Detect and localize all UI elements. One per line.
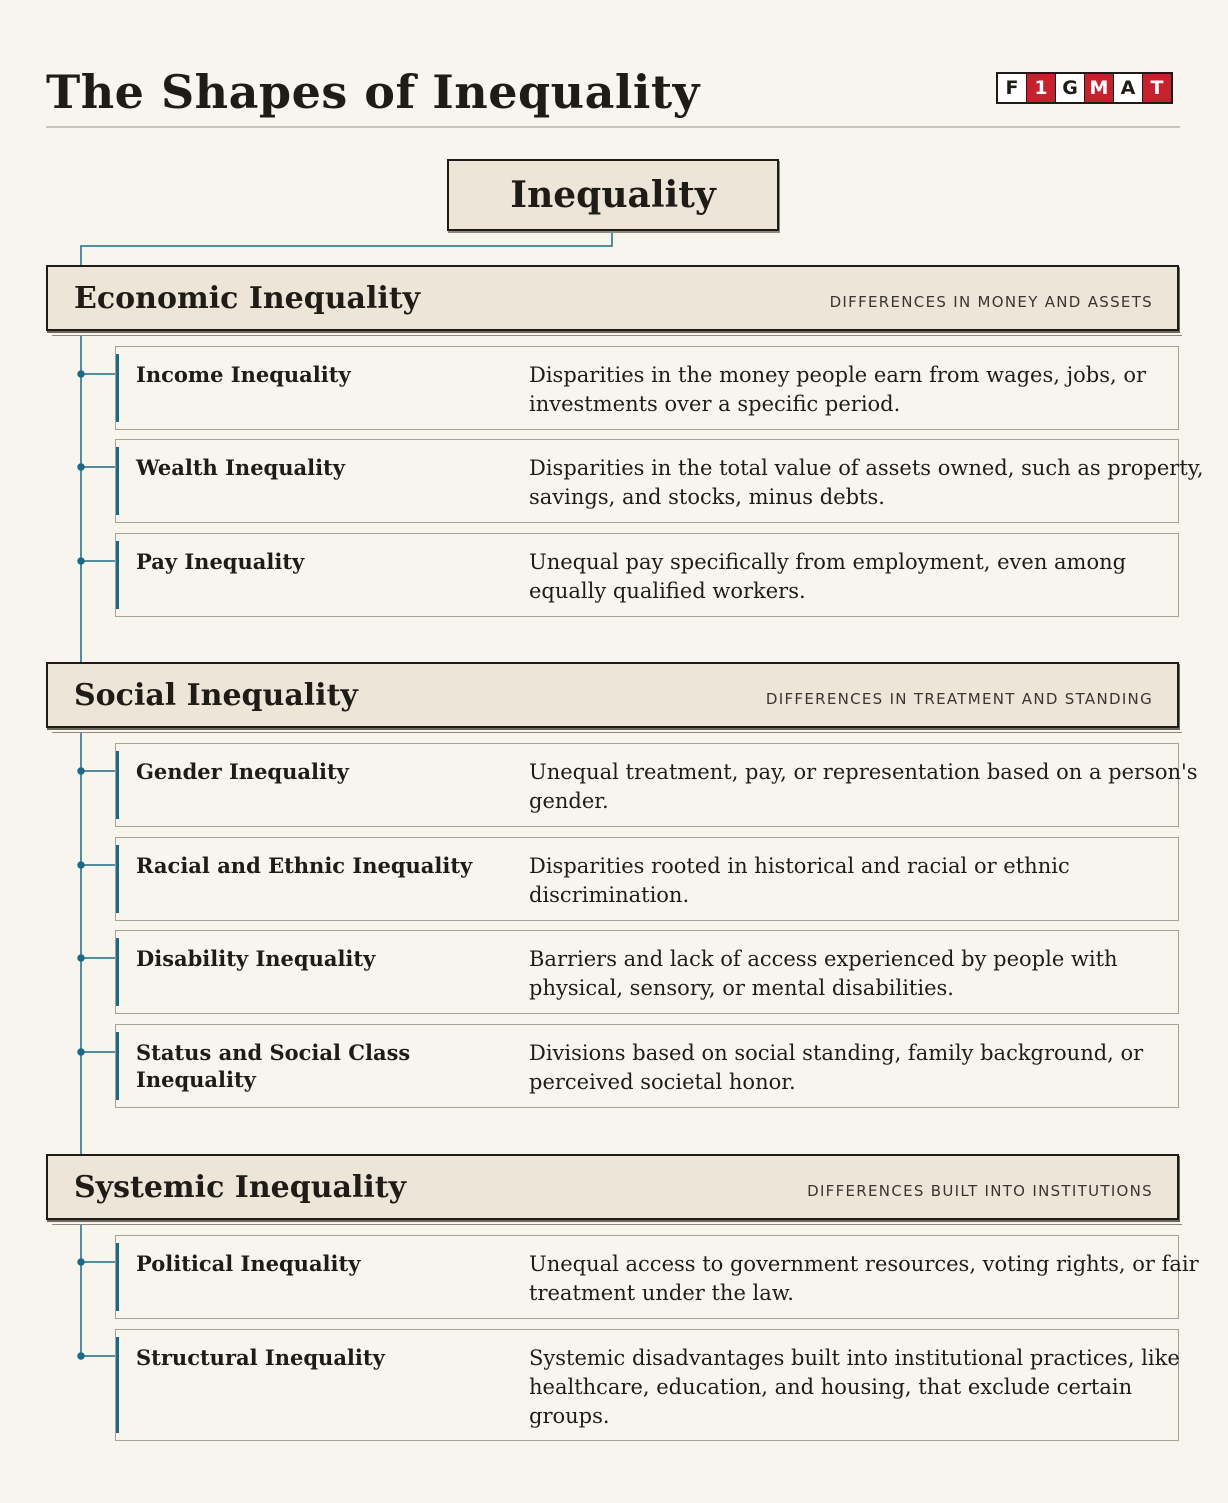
branch-node: [78, 768, 84, 774]
logo-letter: A: [1114, 74, 1143, 102]
card-accent-bar: [116, 845, 119, 913]
logo-letter: F: [998, 74, 1027, 102]
logo-letter: G: [1056, 74, 1085, 102]
item-name: Gender Inequality: [136, 759, 349, 784]
branch-node: [78, 955, 84, 961]
card-accent-bar: [116, 354, 119, 422]
item-description: Disparities rooted in historical and racial or ethnic discrimination.: [529, 854, 1070, 907]
item-card: [115, 1329, 1179, 1441]
category-header: [46, 265, 1179, 331]
card-accent-bar: [116, 541, 119, 609]
branch-node: [78, 464, 84, 470]
page-title: The Shapes of Inequality: [46, 65, 700, 119]
item-description: Unequal treatment, pay, or representation based on a person's gender.: [529, 760, 1198, 813]
card-accent-bar: [116, 1032, 119, 1100]
card-accent-bar: [116, 751, 119, 819]
item-description: Barriers and lack of access experienced by people with physical, sensory, or mental disabilities.: [529, 947, 1118, 1000]
card-accent-bar: [116, 1243, 119, 1311]
category-subtitle: DIFFERENCES BUILT INTO INSTITUTIONS: [807, 1182, 1153, 1200]
item-name: Wealth Inequality: [136, 455, 345, 480]
item-description: Unequal access to government resources, voting rights, or fair treatment under the law.: [529, 1252, 1199, 1305]
item-name: Status and Social Class Inequality: [136, 1040, 411, 1092]
logo-letter: T: [1143, 74, 1171, 102]
item-name: Income Inequality: [136, 362, 351, 387]
category-title: Economic Inequality: [74, 281, 421, 316]
category-subtitle: DIFFERENCES IN TREATMENT AND STANDING: [765, 690, 1153, 708]
item-name: Racial and Ethnic Inequality: [136, 853, 473, 878]
category-title: Social Inequality: [74, 678, 358, 713]
branch-node: [78, 371, 84, 377]
item-name: Pay Inequality: [136, 549, 305, 574]
branch-node: [78, 1353, 84, 1359]
category-subtitle: DIFFERENCES IN MONEY AND ASSETS: [829, 293, 1153, 311]
card-accent-bar: [116, 1337, 119, 1433]
item-card: [115, 1235, 1199, 1319]
item-card: [115, 1024, 1179, 1108]
category-economic: [46, 265, 1204, 603]
item-description: Divisions based on social standing, family background, or perceived societal honor.: [529, 1041, 1144, 1094]
card-accent-bar: [116, 447, 119, 515]
item-description: Disparities in the money people earn from wages, jobs, or investments over a specific period.: [529, 363, 1147, 416]
category-underline: [52, 335, 1182, 336]
item-card: [115, 930, 1179, 1014]
category-underline: [52, 732, 1182, 733]
category-systemic: [46, 1154, 1199, 1428]
category-social: [46, 662, 1198, 1094]
root-node: Inequality: [447, 159, 779, 231]
item-card: [115, 837, 1179, 921]
category-underline: [52, 1224, 1182, 1225]
item-card: [115, 743, 1198, 827]
item-description: Disparities in the total value of assets owned, such as property, savings, and stocks, minus debts.: [529, 456, 1204, 509]
branch-node: [78, 558, 84, 564]
item-description: Systemic disadvantages built into institutional practices, like healthcare, education, and housing, that exclude certain groups.: [529, 1346, 1180, 1428]
category-header: [46, 1154, 1179, 1220]
category-header: [46, 662, 1179, 728]
branch-node: [78, 1259, 84, 1265]
root-connector: [81, 228, 612, 265]
item-description: Unequal pay specifically from employment, even among equally qualified workers.: [529, 550, 1127, 603]
item-card: [115, 346, 1179, 430]
logo-letter: 1: [1027, 74, 1056, 102]
branch-node: [78, 862, 84, 868]
card-accent-bar: [116, 938, 119, 1006]
item-name: Disability Inequality: [136, 946, 376, 971]
branch-node: [78, 1049, 84, 1055]
item-name: Structural Inequality: [136, 1345, 385, 1370]
item-name: Political Inequality: [136, 1251, 361, 1276]
item-card: [115, 439, 1204, 523]
item-card: [115, 533, 1179, 617]
category-title: Systemic Inequality: [74, 1170, 407, 1205]
logo-letter: M: [1085, 74, 1114, 102]
